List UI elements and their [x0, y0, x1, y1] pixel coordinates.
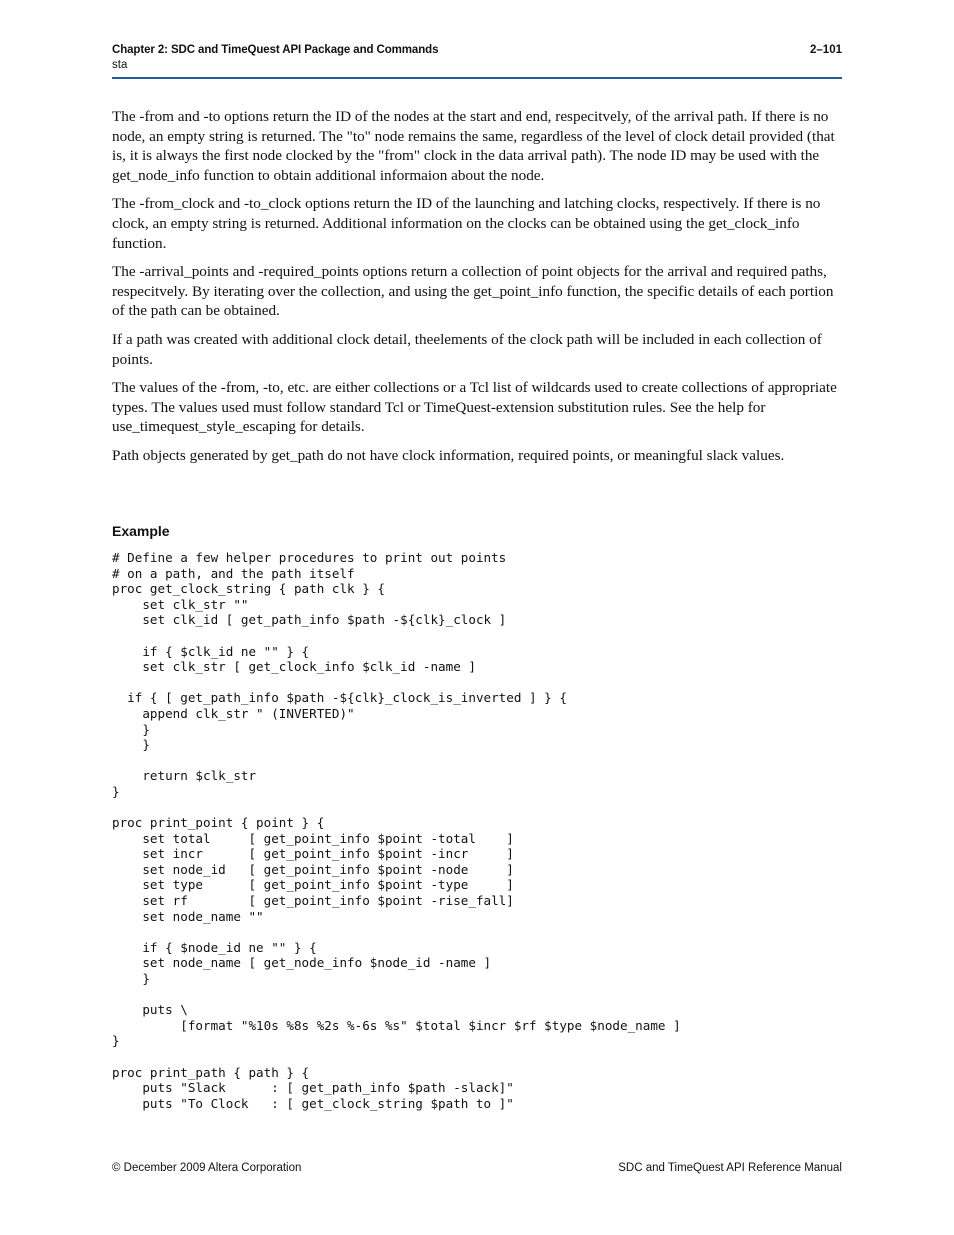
footer-copyright: © December 2009 Altera Corporation: [112, 1162, 302, 1174]
header-rule: [112, 77, 842, 79]
paragraph-from-to: The -from and -to options return the ID of the nodes at the start and end, respecitvely, of the arrival path. If there is no node, an empty string is returned. The "to" node remains the same, regardless of the level of clock detail provided (that is, it is always the first node clocked by the "from" clock in the data arrival path). The node ID may be used with the get_node_info function to obtain additional informaion about the node.: [112, 108, 835, 184]
paragraph-from-clock: The -from_clock and -to_clock options return the ID of the launching and latching clocks, respectively. If there is no clock, an empty string is returned. Additional information on the clocks can be obtained using the get_clock_info function.: [112, 195, 821, 252]
paragraph-clock-detail: If a path was created with additional clock detail, theelements of the clock path will be included in each collection of points.: [112, 330, 822, 368]
footer-manual-title: SDC and TimeQuest API Reference Manual: [618, 1162, 842, 1174]
chapter-title: Chapter 2: SDC and TimeQuest API Package and Commands: [112, 44, 439, 56]
code-example: # Define a few helper procedures to print out points # on a path, and the path itself proc get_clock_string { path clk } { set clk_str "" set clk_id [ get_path_info $path -${clk}_clock ] if { $clk_id ne "" } { set clk_str [ get_clock_info $clk_id -name ] if { [ get_path_info $path -${clk}_clock_is_inverted ] } { append clk_str " (INVERTED)" } } return $clk_str } proc print_point { point } { set total [ get_point_info $point -total ] set incr [ get_point_info $point -incr ] set node_id [ get_point_info $point -node ] set type [ get_point_info $point -type ] set rf [ get_point_info $point -rise_fall] set node_name "" if { $node_id ne "" } { set node_name [ get_node_info $node_id -name ] } puts \ [format "%10s %8s %2s %-6s %s" $total $incr $rf $type $node_name ] } proc print_path { path } { puts "Slack : [ get_path_info $path -slack]" puts "To Clock : [ get_clock_string $path to ]": [112, 550, 681, 1111]
page-footer: [112, 1162, 842, 1178]
section-name: sta: [112, 59, 128, 71]
body-text: [112, 107, 842, 475]
paragraph-values: The values of the -from, -to, etc. are either collections or a Tcl list of wildcards used to create collections of appropriate types. The values used must follow standard Tcl or TimeQuest-extension substitution rules. See the help for use_timequest_style_escaping for details.: [112, 379, 837, 436]
example-heading: Example: [112, 523, 170, 539]
page-header: [112, 40, 842, 80]
paragraph-path-objects: Path objects generated by get_path do not have clock information, required points, or meaningful slack values.: [112, 446, 785, 464]
paragraph-arrival-points: The -arrival_points and -required_points options return a collection of point objects for the arrival and required paths, respecitvely. By iterating over the collection, and using the get_point_info function, the specific details of each portion of the path can be obtained.: [112, 263, 834, 320]
page-number: 2–101: [810, 44, 842, 56]
